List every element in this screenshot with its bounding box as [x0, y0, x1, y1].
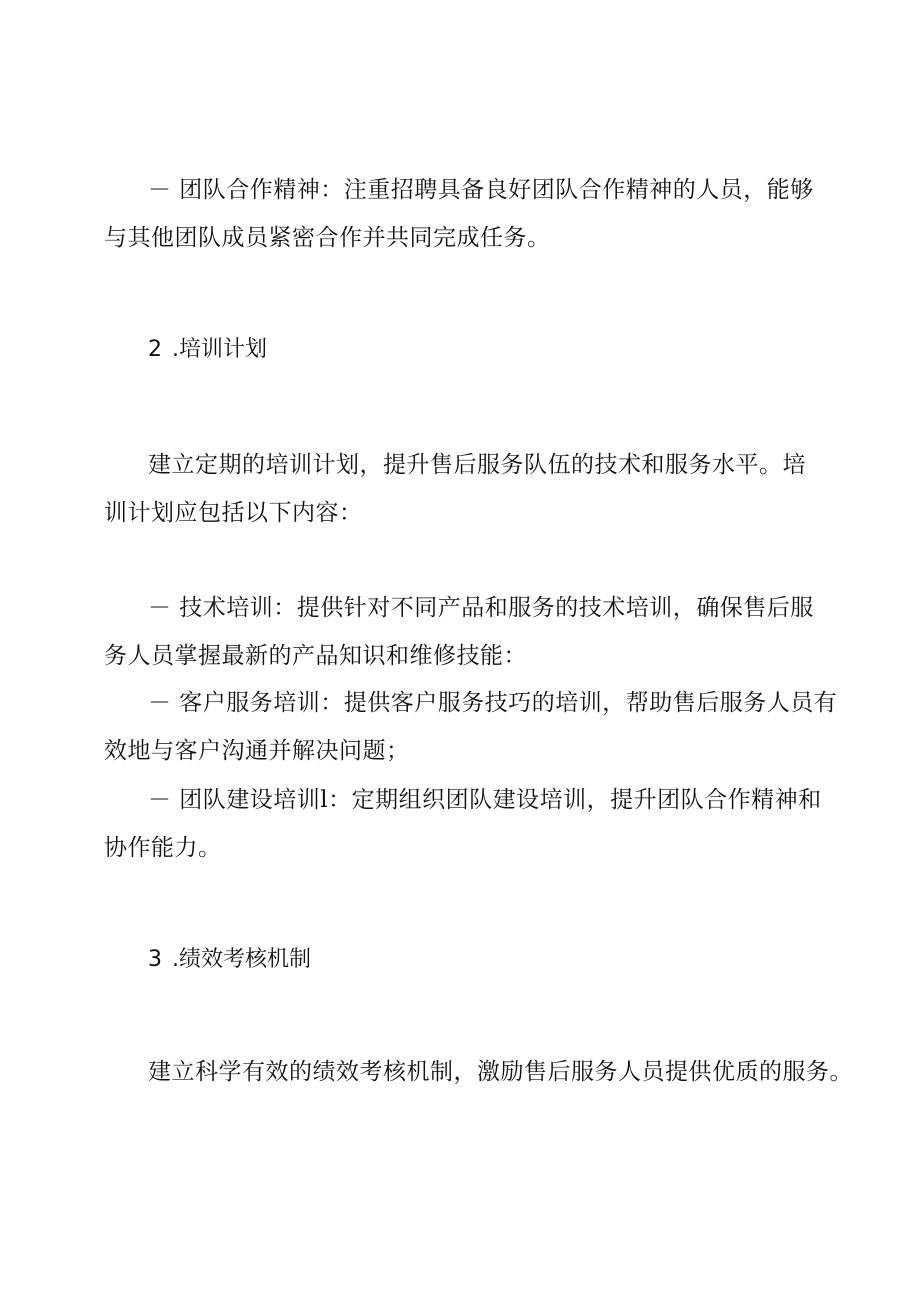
section-2-item-1-line-2: 务人员掌握最新的产品知识和维修技能：	[104, 643, 527, 669]
section-3-number: 3	[148, 947, 162, 972]
section-2-item-1-line-1: － 技术培训：提供针对不同产品和服务的技术培训，确保售后服	[148, 595, 814, 621]
bullet-teamwork-line-1: － 团队合作精神：注重招聘具备良好团队合作精神的人员，能够	[148, 177, 814, 203]
section-2-item-2-line-2: 效地与客户沟通并解决问题；	[104, 738, 410, 764]
section-2-item-2-line-1: － 客户服务培训：提供客户服务技巧的培训，帮助售后服务人员有	[148, 690, 838, 716]
section-2-title: .培训计划	[172, 337, 267, 362]
section-2-intro-line-2: 训计划应包括以下内容：	[104, 500, 363, 526]
section-3-heading	[148, 945, 311, 975]
section-2-number: 2	[148, 337, 162, 362]
section-2-heading	[148, 335, 267, 365]
section-2-item-3-line-2: 协作能力。	[104, 835, 222, 861]
bullet-teamwork-line-2: 与其他团队成员紧密合作并共同完成任务。	[104, 225, 551, 251]
section-2-intro-line-1: 建立定期的培训计划，提升售后服务队伍的技术和服务水平。培	[148, 452, 806, 478]
section-2-item-3-line-1: － 团队建设培训l：定期组织团队建设培训，提升团队合作精神和	[148, 787, 822, 813]
section-3-intro-line-1: 建立科学有效的绩效考核机制，激励售后服务人员提供优质的服务。	[148, 1059, 853, 1085]
section-3-title: .绩效考核机制	[172, 947, 311, 972]
